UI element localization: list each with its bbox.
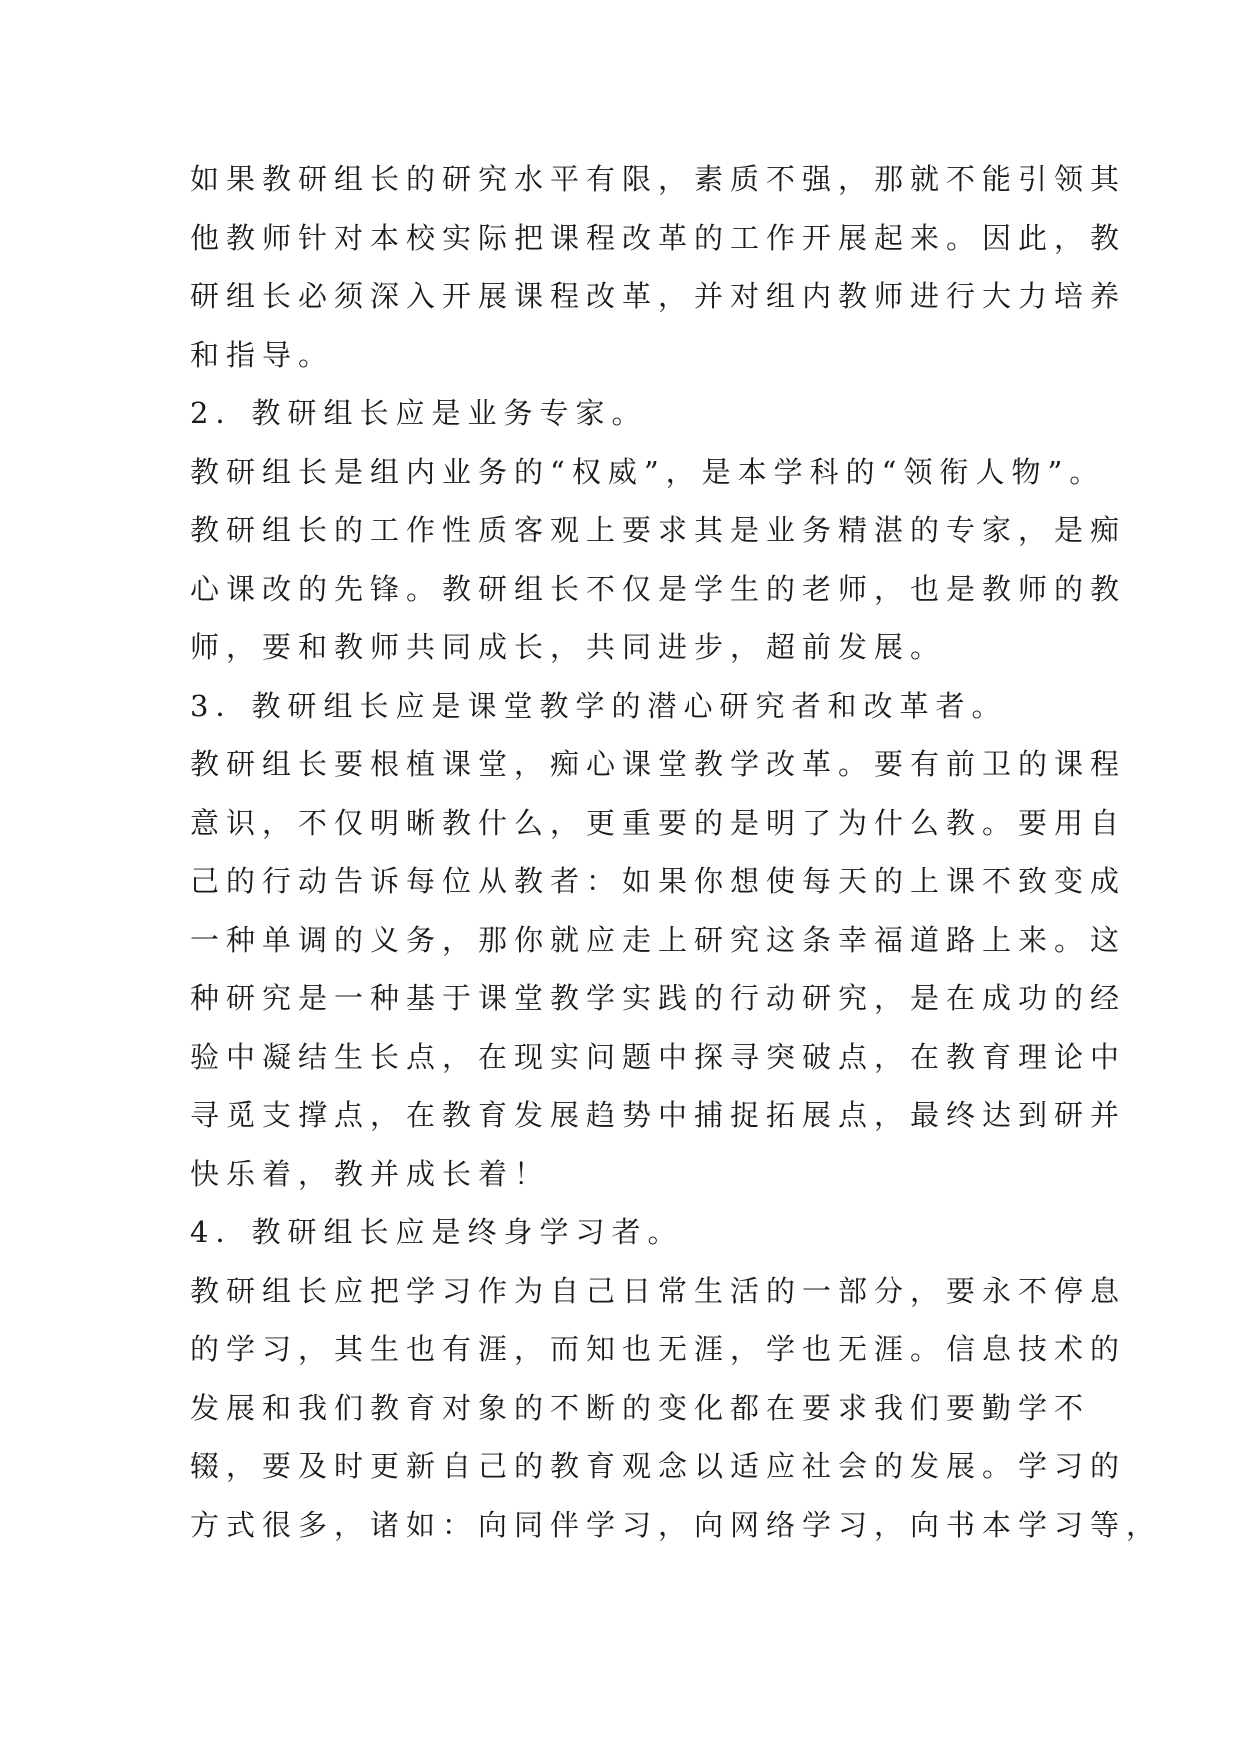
- paragraph-line: 师，要和教师共同成长，共同进步，超前发展。: [190, 630, 947, 664]
- paragraph-line: 辍，要及时更新自己的教育观念以适应社会的发展。学习的: [190, 1449, 1127, 1483]
- paragraph-line: 发展和我们教育对象的不断的变化都在要求我们要勤学不: [190, 1390, 1091, 1425]
- document-body: [190, 150, 1163, 1554]
- paragraph-line: 教研组长是组内业务的“权威”，是本学科的“领衔人物”。: [190, 454, 1106, 489]
- paragraph-line: 方式很多，诸如：向同伴学习，向网络学习，向书本学习等，: [190, 1507, 1163, 1542]
- section-heading: 4．教研组长应是终身学习者。: [190, 1215, 684, 1249]
- paragraph-line: 如果教研组长的研究水平有限，素质不强，那就不能引领其: [190, 162, 1127, 196]
- paragraph-line: 的学习，其生也有涯，而知也无涯，学也无涯。信息技术的: [190, 1332, 1127, 1366]
- paragraph-line: 验中凝结生长点，在现实问题中探寻突破点，在教育理论中: [190, 1039, 1127, 1074]
- paragraph-line: 意识，不仅明晰教什么，更重要的是明了为什么教。要用自: [190, 805, 1127, 840]
- paragraph-line: 教研组长应把学习作为自己日常生活的一部分，要永不停息: [190, 1273, 1127, 1308]
- paragraph-line: 他教师针对本校实际把课程改革的工作开展起来。因此，教: [190, 220, 1127, 255]
- paragraph-line: 寻觅支撑点，在教育发展趋势中捕捉拓展点，最终达到研并: [190, 1098, 1127, 1132]
- paragraph-line: 快乐着，教并成长着！: [190, 1156, 551, 1191]
- paragraph-line: 和指导。: [190, 337, 335, 372]
- paragraph-line: 研组长必须深入开展课程改革，并对组内教师进行大力培养: [190, 279, 1127, 313]
- paragraph-line: 己的行动告诉每位从教者：如果你想使每天的上课不致变成: [190, 864, 1127, 898]
- paragraph-line: 一种单调的义务，那你就应走上研究这条幸福道路上来。这: [190, 922, 1127, 957]
- section-heading: 3．教研组长应是课堂教学的潜心研究者和改革者。: [190, 688, 1008, 723]
- section-heading: 2．教研组长应是业务专家。: [190, 396, 648, 430]
- paragraph-line: 种研究是一种基于课堂教学实践的行动研究，是在成功的经: [190, 981, 1127, 1015]
- paragraph-line: 教研组长要根植课堂，痴心课堂教学改革。要有前卫的课程: [190, 747, 1127, 781]
- paragraph-line: 心课改的先锋。教研组长不仅是学生的老师，也是教师的教: [190, 571, 1127, 606]
- paragraph-line: 教研组长的工作性质客观上要求其是业务精湛的专家，是痴: [190, 513, 1127, 547]
